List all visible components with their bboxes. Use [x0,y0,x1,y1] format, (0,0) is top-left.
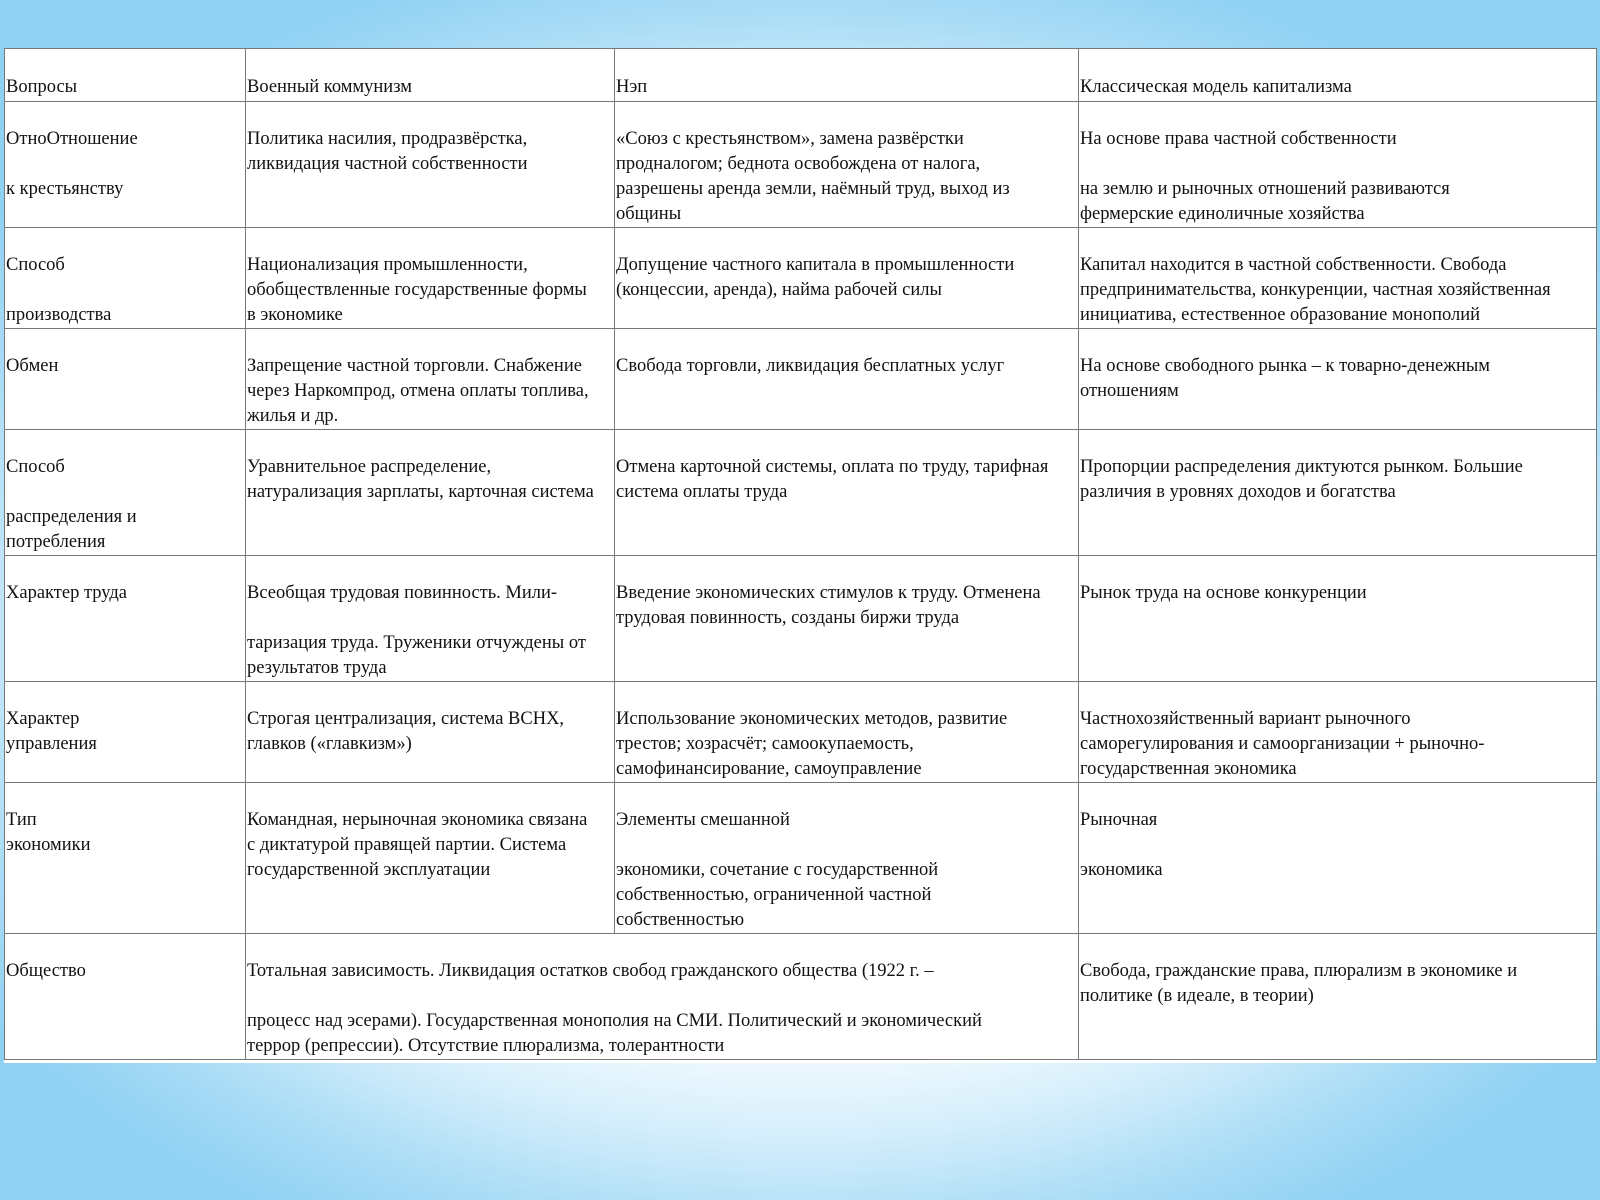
capitalism-cell: Капитал находится в частной собственности. Свобода предпринимательства, конкуренции, частная хозяйственная инициатива, естественное образование монополий [1079,228,1597,329]
capitalism-cell: На основе права частной собственности на землю и рыночных отношений развиваются фермерские единоличные хозяйства [1079,102,1597,228]
nep-cell: «Союз с крестьянством», замена развёрстки продналогом; беднота освобождена от налога, разрешены аренда земли, наёмный труд, выход из общины [615,102,1079,228]
table-row [5,430,1597,556]
row-question: Тип экономики [5,783,246,934]
nep-cell: Допущение частного капитала в промышленности (концессии, аренда), найма рабочей силы [615,228,1079,329]
row-question: Обмен [5,329,246,430]
table-row [5,102,1597,228]
row-question: Способ распределения и потребления [5,430,246,556]
capitalism-cell: На основе свободного рынка – к товарно-денежным отношениям [1079,329,1597,430]
capitalism-cell: Частнохозяйственный вариант рыночного саморегулирования и самоорганизации + рыночно- государственная экономика [1079,682,1597,783]
capitalism-cell: Пропорции распределения диктуются рынком. Большие различия в уровнях доходов и богатства [1079,430,1597,556]
row-question: Характер труда [5,556,246,682]
capitalism-cell: Рыночная экономика [1079,783,1597,934]
nep-cell: Введение экономических стимулов к труду. Отменена трудовая повинность, созданы биржи труда [615,556,1079,682]
nep-cell: Свобода торговли, ликвидация бесплатных услуг [615,329,1079,430]
nep-cell: Отмена карточной системы, оплата по труду, тарифная система оплаты труда [615,430,1079,556]
comparison-table [4,48,1597,1060]
header-nep: Нэп [615,49,1079,102]
nep-cell: Элементы смешанной экономики, сочетание с государственной собственностью, ограниченной частной собственностью [615,783,1079,934]
table-row [5,228,1597,329]
war-communism-cell: Политика насилия, продразвёрстка, ликвидация частной собственности [246,102,615,228]
war-communism-nep-merged-cell: Тотальная зависимость. Ликвидация остатков свобод гражданского общества (1922 г. – процесс над эсерами). Государственная монополия на СМИ. Политический и экономический террор (репрессии). Отсутствие плюрализма, толерантности [246,934,1079,1060]
capitalism-cell: Свобода, гражданские права, плюрализм в экономике и политике (в идеале, в теории) [1079,934,1597,1060]
table-header-row [5,49,1597,102]
war-communism-cell: Командная, нерыночная экономика связана с диктатурой правящей партии. Система государственной эксплуатации [246,783,615,934]
nep-cell: Использование экономических методов, развитие трестов; хозрасчёт; самоокупаемость, самофинансирование, самоуправление [615,682,1079,783]
table-row [5,682,1597,783]
row-question: Характер управления [5,682,246,783]
row-question: Способ производства [5,228,246,329]
header-capitalism: Классическая модель капитализма [1079,49,1597,102]
header-war-communism: Военный коммунизм [246,49,615,102]
war-communism-cell: Национализация промышленности, обобществленные государственные формы в экономике [246,228,615,329]
table-row [5,556,1597,682]
war-communism-cell: Строгая централизация, система ВСНХ, главков («главкизм») [246,682,615,783]
war-communism-cell: Запрещение частной торговли. Снабжение через Наркомпрод, отмена оплаты топлива, жилья и др. [246,329,615,430]
row-question: Общество [5,934,246,1060]
table-row [5,934,1597,1060]
war-communism-cell: Уравнительное распределение, натурализация зарплаты, карточная система [246,430,615,556]
slide-content [4,48,1596,1063]
capitalism-cell: Рынок труда на основе конкуренции [1079,556,1597,682]
row-question: ОтноОтношение к крестьянству [5,102,246,228]
table-row [5,783,1597,934]
table-row [5,329,1597,430]
header-questions: Вопросы [5,49,246,102]
war-communism-cell: Всеобщая трудовая повинность. Мили- таризация труда. Труженики отчуждены от результатов труда [246,556,615,682]
